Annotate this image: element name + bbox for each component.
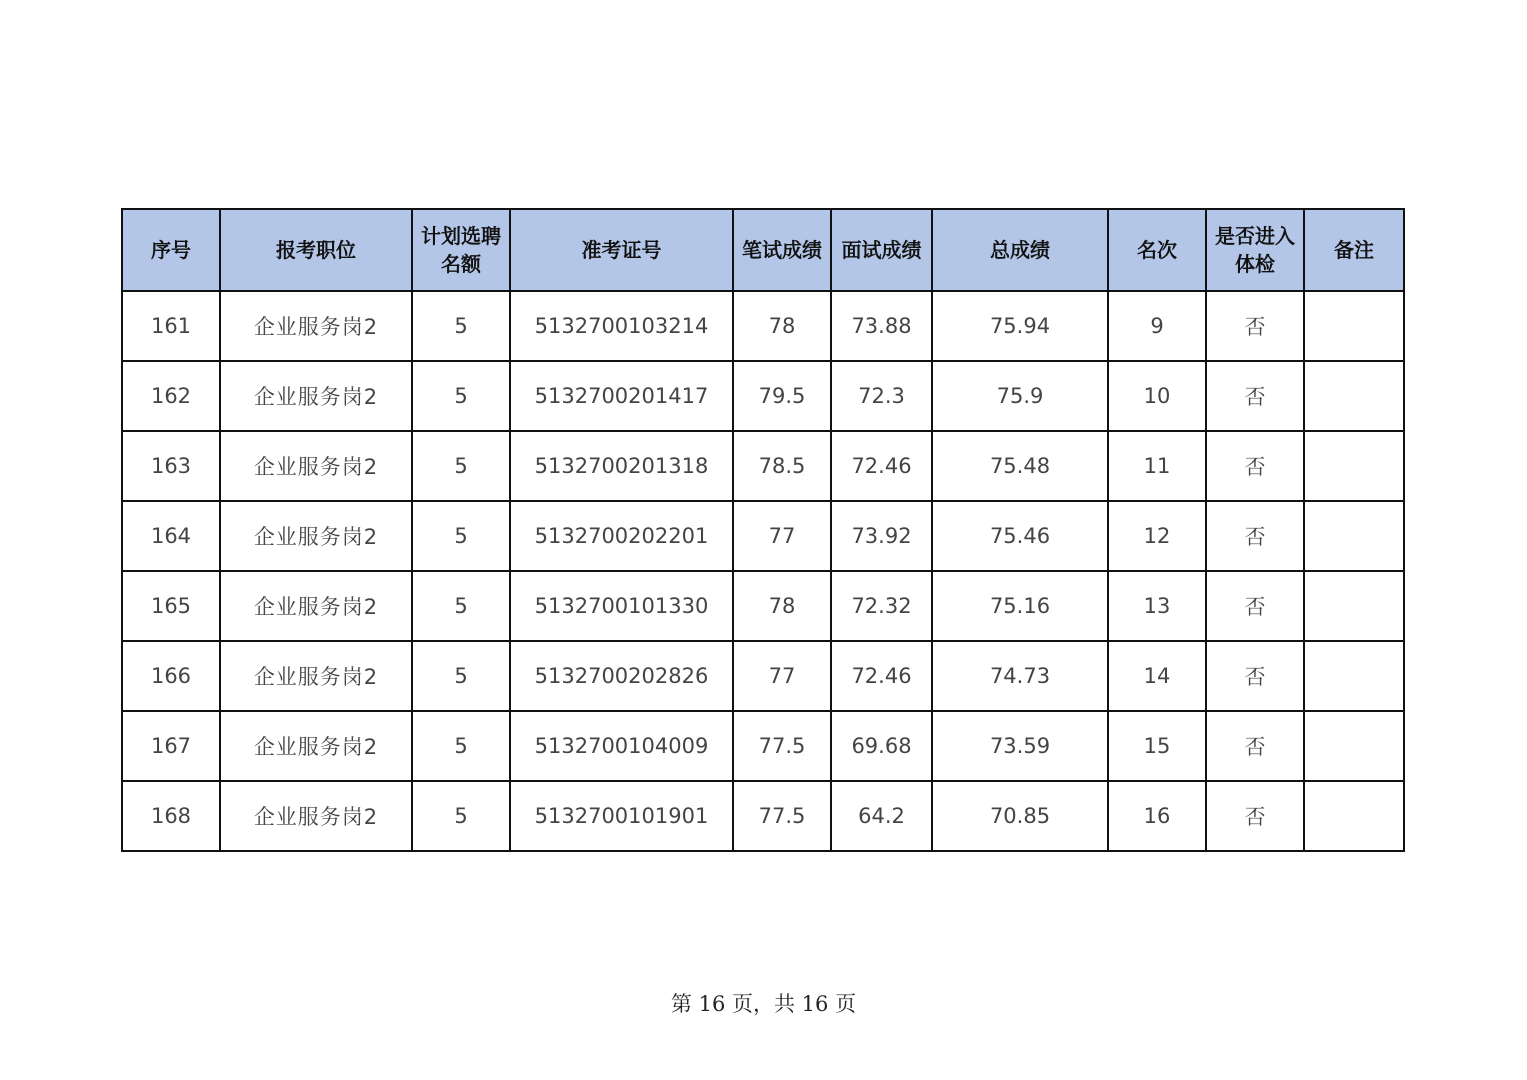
cell-position: 企业服务岗2	[220, 641, 412, 711]
cell-interview: 73.92	[831, 501, 932, 571]
cell-rank: 15	[1108, 711, 1206, 781]
cell-physical: 否	[1206, 501, 1304, 571]
header-quota-line2: 名额	[441, 252, 481, 276]
page-footer	[0, 988, 1527, 1018]
cell-rank: 9	[1108, 291, 1206, 361]
cell-seq: 168	[122, 781, 220, 851]
cell-written: 78	[733, 571, 831, 641]
page-number: 第 16 页，共 16 页	[670, 992, 857, 1016]
cell-exam-no: 5132700202826	[510, 641, 733, 711]
table-row	[122, 781, 1404, 851]
cell-quota: 5	[412, 641, 510, 711]
cell-written: 77.5	[733, 781, 831, 851]
header-interview: 面试成绩	[831, 209, 932, 291]
cell-rank: 11	[1108, 431, 1206, 501]
cell-seq: 161	[122, 291, 220, 361]
cell-physical: 否	[1206, 781, 1304, 851]
cell-exam-no: 5132700101330	[510, 571, 733, 641]
cell-rank: 12	[1108, 501, 1206, 571]
cell-rank: 16	[1108, 781, 1206, 851]
cell-rank: 10	[1108, 361, 1206, 431]
header-quota	[412, 209, 510, 291]
cell-interview: 72.3	[831, 361, 932, 431]
header-physical-line2: 体检	[1235, 252, 1275, 276]
table-row	[122, 501, 1404, 571]
cell-position: 企业服务岗2	[220, 361, 412, 431]
header-quota-line1: 计划选聘	[421, 224, 501, 248]
cell-written: 77.5	[733, 711, 831, 781]
header-exam-no: 准考证号	[510, 209, 733, 291]
cell-remark	[1304, 501, 1404, 571]
cell-physical: 否	[1206, 571, 1304, 641]
cell-interview: 72.46	[831, 431, 932, 501]
cell-remark	[1304, 641, 1404, 711]
cell-exam-no: 5132700201318	[510, 431, 733, 501]
cell-seq: 167	[122, 711, 220, 781]
cell-quota: 5	[412, 501, 510, 571]
cell-remark	[1304, 781, 1404, 851]
cell-rank: 13	[1108, 571, 1206, 641]
cell-interview: 72.32	[831, 571, 932, 641]
table-row	[122, 291, 1404, 361]
cell-position: 企业服务岗2	[220, 781, 412, 851]
cell-total: 70.85	[932, 781, 1108, 851]
cell-written: 78.5	[733, 431, 831, 501]
cell-quota: 5	[412, 571, 510, 641]
header-rank: 名次	[1108, 209, 1206, 291]
cell-position: 企业服务岗2	[220, 431, 412, 501]
cell-seq: 163	[122, 431, 220, 501]
cell-seq: 166	[122, 641, 220, 711]
cell-exam-no: 5132700103214	[510, 291, 733, 361]
cell-written: 79.5	[733, 361, 831, 431]
cell-physical: 否	[1206, 431, 1304, 501]
cell-quota: 5	[412, 291, 510, 361]
cell-interview: 69.68	[831, 711, 932, 781]
cell-physical: 否	[1206, 361, 1304, 431]
cell-written: 77	[733, 501, 831, 571]
cell-total: 75.16	[932, 571, 1108, 641]
cell-rank: 14	[1108, 641, 1206, 711]
header-written: 笔试成绩	[733, 209, 831, 291]
table-header	[122, 209, 1404, 291]
cell-exam-no: 5132700202201	[510, 501, 733, 571]
cell-remark	[1304, 291, 1404, 361]
header-remark: 备注	[1304, 209, 1404, 291]
cell-position: 企业服务岗2	[220, 501, 412, 571]
header-row	[122, 209, 1404, 291]
cell-total: 75.48	[932, 431, 1108, 501]
cell-exam-no: 5132700101901	[510, 781, 733, 851]
results-table	[121, 208, 1405, 852]
table-row	[122, 431, 1404, 501]
cell-seq: 165	[122, 571, 220, 641]
table-row	[122, 711, 1404, 781]
cell-position: 企业服务岗2	[220, 711, 412, 781]
cell-interview: 73.88	[831, 291, 932, 361]
cell-remark	[1304, 711, 1404, 781]
table-row	[122, 361, 1404, 431]
header-position: 报考职位	[220, 209, 412, 291]
header-seq: 序号	[122, 209, 220, 291]
cell-total: 73.59	[932, 711, 1108, 781]
cell-interview: 72.46	[831, 641, 932, 711]
cell-quota: 5	[412, 711, 510, 781]
cell-physical: 否	[1206, 711, 1304, 781]
cell-remark	[1304, 571, 1404, 641]
cell-interview: 64.2	[831, 781, 932, 851]
cell-position: 企业服务岗2	[220, 571, 412, 641]
cell-written: 78	[733, 291, 831, 361]
header-total: 总成绩	[932, 209, 1108, 291]
header-physical	[1206, 209, 1304, 291]
cell-physical: 否	[1206, 641, 1304, 711]
header-physical-line1: 是否进入	[1215, 224, 1295, 248]
cell-seq: 162	[122, 361, 220, 431]
cell-exam-no: 5132700201417	[510, 361, 733, 431]
cell-quota: 5	[412, 781, 510, 851]
cell-written: 77	[733, 641, 831, 711]
cell-remark	[1304, 431, 1404, 501]
cell-remark	[1304, 361, 1404, 431]
table-row	[122, 641, 1404, 711]
cell-total: 75.94	[932, 291, 1108, 361]
cell-physical: 否	[1206, 291, 1304, 361]
cell-total: 75.46	[932, 501, 1108, 571]
table-body	[122, 291, 1404, 851]
cell-total: 74.73	[932, 641, 1108, 711]
cell-seq: 164	[122, 501, 220, 571]
cell-quota: 5	[412, 361, 510, 431]
table-row	[122, 571, 1404, 641]
cell-quota: 5	[412, 431, 510, 501]
cell-position: 企业服务岗2	[220, 291, 412, 361]
cell-total: 75.9	[932, 361, 1108, 431]
cell-exam-no: 5132700104009	[510, 711, 733, 781]
